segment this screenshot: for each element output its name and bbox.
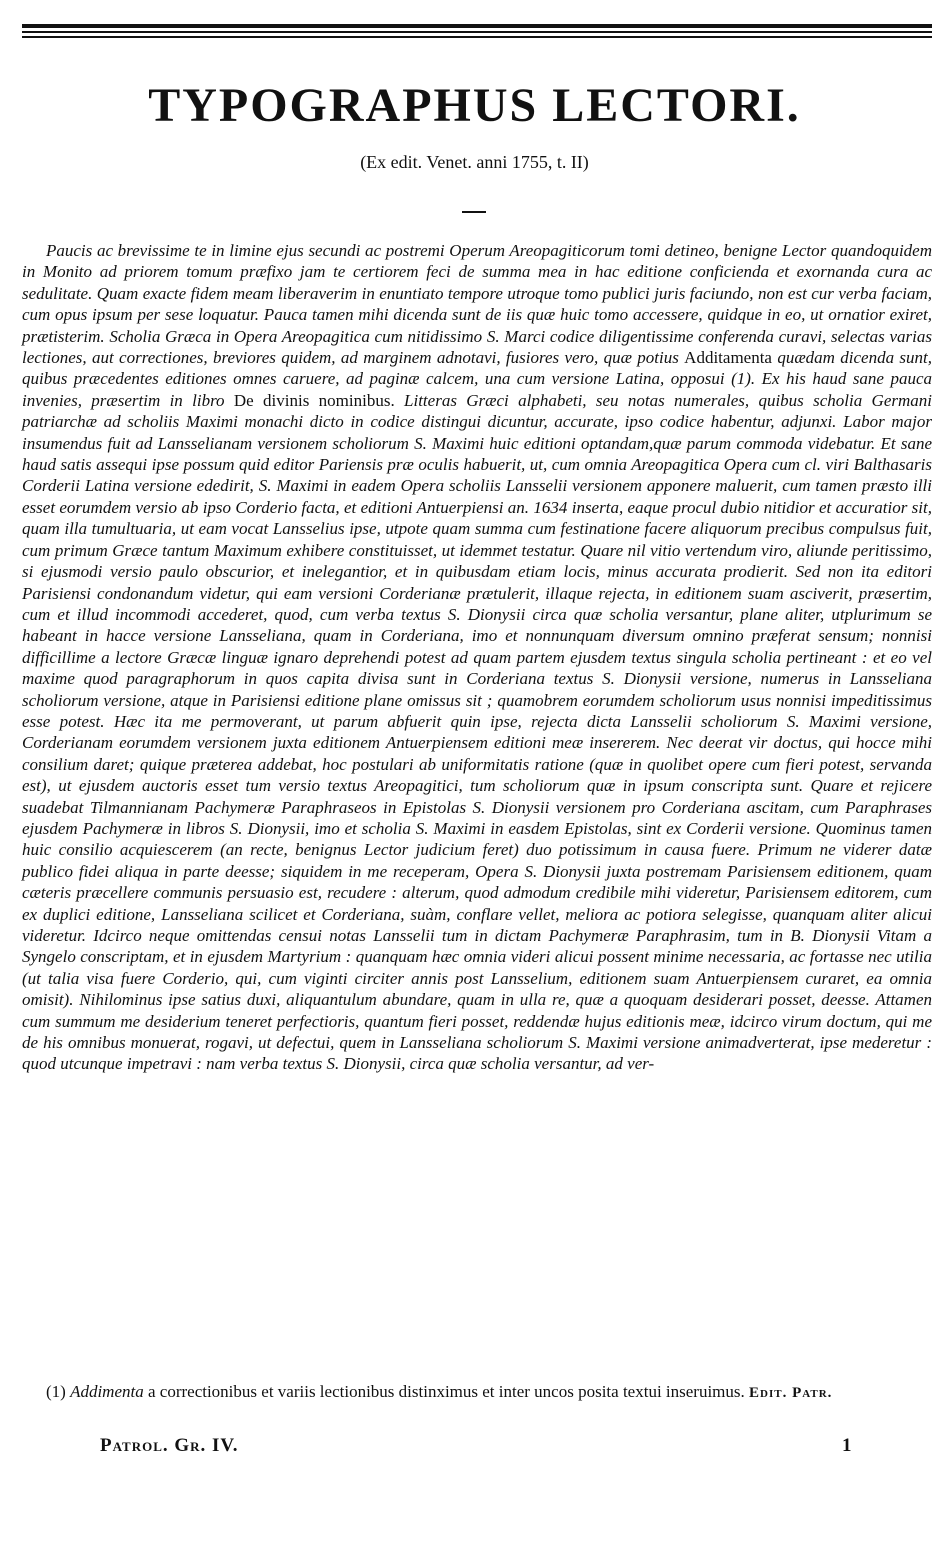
body-text-additamenta: Additamenta bbox=[684, 348, 772, 368]
footnote bbox=[22, 1382, 932, 1403]
footer-volume: Patrol. Gr. IV. bbox=[100, 1435, 239, 1456]
header-rule bbox=[22, 24, 932, 38]
body-text-part5: Litteras Græci alphabeti, seu notas numerales, quibus scholia Germani patriarchæ ad scholiis Maximi monachi dicto in codice distingui dicuntur, accurate, ipso codice habentur, adjunxi. Labor major insumendus fuit ad Lansselianam versionem scholiorum S. Maximi huic editioni optandam,quæ parum commoda videbatur. Et sane haud satis assequi ipse possum quid editor Pariensis præ oculis habuerit, ut, cum omnia Areopagitica Opera cum cl. viri Balthasaris Corderii Latina versione ededirit, S. Maximi in eadem Opera scholiis Lansselii versionem apponere maluerit, cum tamen præsto illi esset eorumdem versio ab ipso Corderio facta, et editioni Antuerpiensi an. 1634 inserta, eaque procul dubio nitidior et accuratior sit, quam illa tumultuaria, ut eam vocat Lansselius ipse, utpote quam summa cum festinatione facere aliquorum precibus compulsus fuit, cum primum Græce tantum Maximum exhibere constituisset, ut idemmet testatur. Quare nil vitio vertendum viro, aliunde peritissimo, si ejusmodi versio paulo obscurior, et inelegantior, et in quibusdam etiam locis, minus accurata prodierit. Sed non ita editori Parisiensi condonandum videtur, qui eam versioni Corderianæ prætulerit, illaque rejecta, in editionem suam asciverit, præsertim, cum et illud incommodi accederet, quod, cum verba textus S. Dionysii circa quæ scholia versantur, plane aliter, utplurimum se habeant in hacce versione Lansseliana, quam in Corderiana, imo et nonnunquam diversum omnino præferat sensum; nonnisi difficillime a lectore Græcæ linguæ ignaro deprehendi potest ad quam partem ejusdem textus singula scholia pertineant : et eo vel maxime quod paragraphorum in quos capita divisa sunt in Corderiana textus S. Dionysii versione, numerus in Lansseliana scholiorum versione, atque in Parisiensi editione plane omissus sit ; quamobrem eorumdem scholiorum usus nonnisi impeditissimus esse potest. Hæc ita me permoverant, ut parum abfuerit quin ipse, rejecta dicta Lansselii scholiorum S. Maximi versione, Corderianam eorumdem versionem juxta editionem Antuerpiensem editioni meæ insererem. Nec deerat vir doctus, qui hocce mihi consilium daret; quique præterea addebat, hoc postulari ab uniformitatis ratione (quæ in quolibet opere cum fieri potest, servanda est), ut ejusdem auctoris esset tum versio textus Areopagitici, tum scholiorum quæ in ipsum conscripta sunt. Quare et rejicere suadebat Tilmannianam Pachymeræ Paraphraseos in Epistolas S. Dionysii versionem pro Corderiana ascitam, cum Paraphrases ejusdem Pachymeræ in libros S. Dionysii, imo et scholia S. Maximi in easdem Epistolas, sint ex Corderii versione. Quominus tamen huic consilio acquiescerem (an recte, benignus Lector judicium feret) duo potissimum in causa fuere. Primum ne viderer datæ publico fidei aliqua in parte deesse; siquidem in me receperam, Opera S. Dionysii juxta postremam Parisiensem editionem, quam cæteris præcellere communis persuasio est, recudere : alterum, quod admodum credibile mihi videretur, Parisiensem editorem, cum ex duplici editione, Lansseliana scilicet et Corderiana, suàm, conflare vellet, meliora ac potiora selegisse, quanquam aliter alicui videretur. Idcirco neque omittendas censui notas Lansselii tum in dictam Pachymeræ Paraphrasim, tum in B. Dionysii Vitam a Syngelo conscriptam, et in ejusdem Martyrium : quanquam hæc omnia videri alicui possent minime necessaria, ac fortasse nec utilia (ut talia visa fuere Corderio, qui, cum viginti circiter annis post Lansselium, editionem suam Antuerpiensem curaret, ea omnia omisit). Nihilominus ipse satius duxi, aliquantulum abundare, quam in ulla re, quæ a quoquam desiderari posset, deesse. Attamen cum summum me desiderium teneret perfectioris, quantum fieri posset, reddendæ hujus editionis meæ, idcirco virum doctum, qui me de his omnibus monuerat, rogavi, ut defectui, quem in Lansseliana scholiorum S. Maximi versione animadverterat, ipse mederetur : quod utcunque impetravi : nam verba textus S. Dionysii, circa quæ scholia versantur, ad ver- bbox=[22, 390, 932, 1074]
footnote-marker: (1) bbox=[46, 1382, 66, 1401]
title-separator bbox=[462, 211, 486, 213]
footnote-sign: Edit. Patr. bbox=[749, 1385, 833, 1401]
page-title: TYPOGRAPHUS LECTORI. bbox=[148, 79, 801, 132]
footnote-text: a correctionibus et variis lectionibus distinximus et inter uncos posita textui inseruimus. bbox=[143, 1382, 745, 1401]
body-text-part3: quædam dicenda sunt, quibus præcedentes editiones omnes caruere, ad paginæ calcem, una cum versione Latina, opposui (1). Ex his haud sane pauca invenies, præsertim in libro bbox=[22, 348, 932, 410]
footer-page-number: 1 bbox=[842, 1435, 852, 1456]
body-text-book-title: De divinis nominibus. bbox=[233, 390, 395, 410]
page-subtitle: (Ex edit. Venet. anni 1755, t. II) bbox=[360, 152, 589, 172]
body-text-part1: Paucis ac brevissime te in limine ejus secundi ac postremi Operum Areopagiticorum tomi detineo, benigne Lector quandoquidem in Monito ad priorem tomum præfixo jam te certiorem feci de summa mea in hac editione conficienda et exornanda cura ac sedulitate. Quam exacte fidem meam liberaverim in enuntiato tempore utroque tomo publici juris faciundo, non est cur verba faciam, cum opus ipsum per sese loquatur. Pauca tamen mihi dicenda sunt de iis quæ huic tomo accessere, quidque in eo, ut ornatior exiret, prætisterim. Scholia Græca in Opera Areopagitica cum nitidissimo S. Marci codice diligentissime conferenda curavi, selectas varias lectiones, aut correctiones, breviores quidem, ad marginem adnotavi, fusiores vero, quæ potius bbox=[22, 241, 932, 368]
footnote-italic: Addimenta bbox=[70, 1382, 144, 1401]
body-paragraph bbox=[22, 240, 932, 1075]
